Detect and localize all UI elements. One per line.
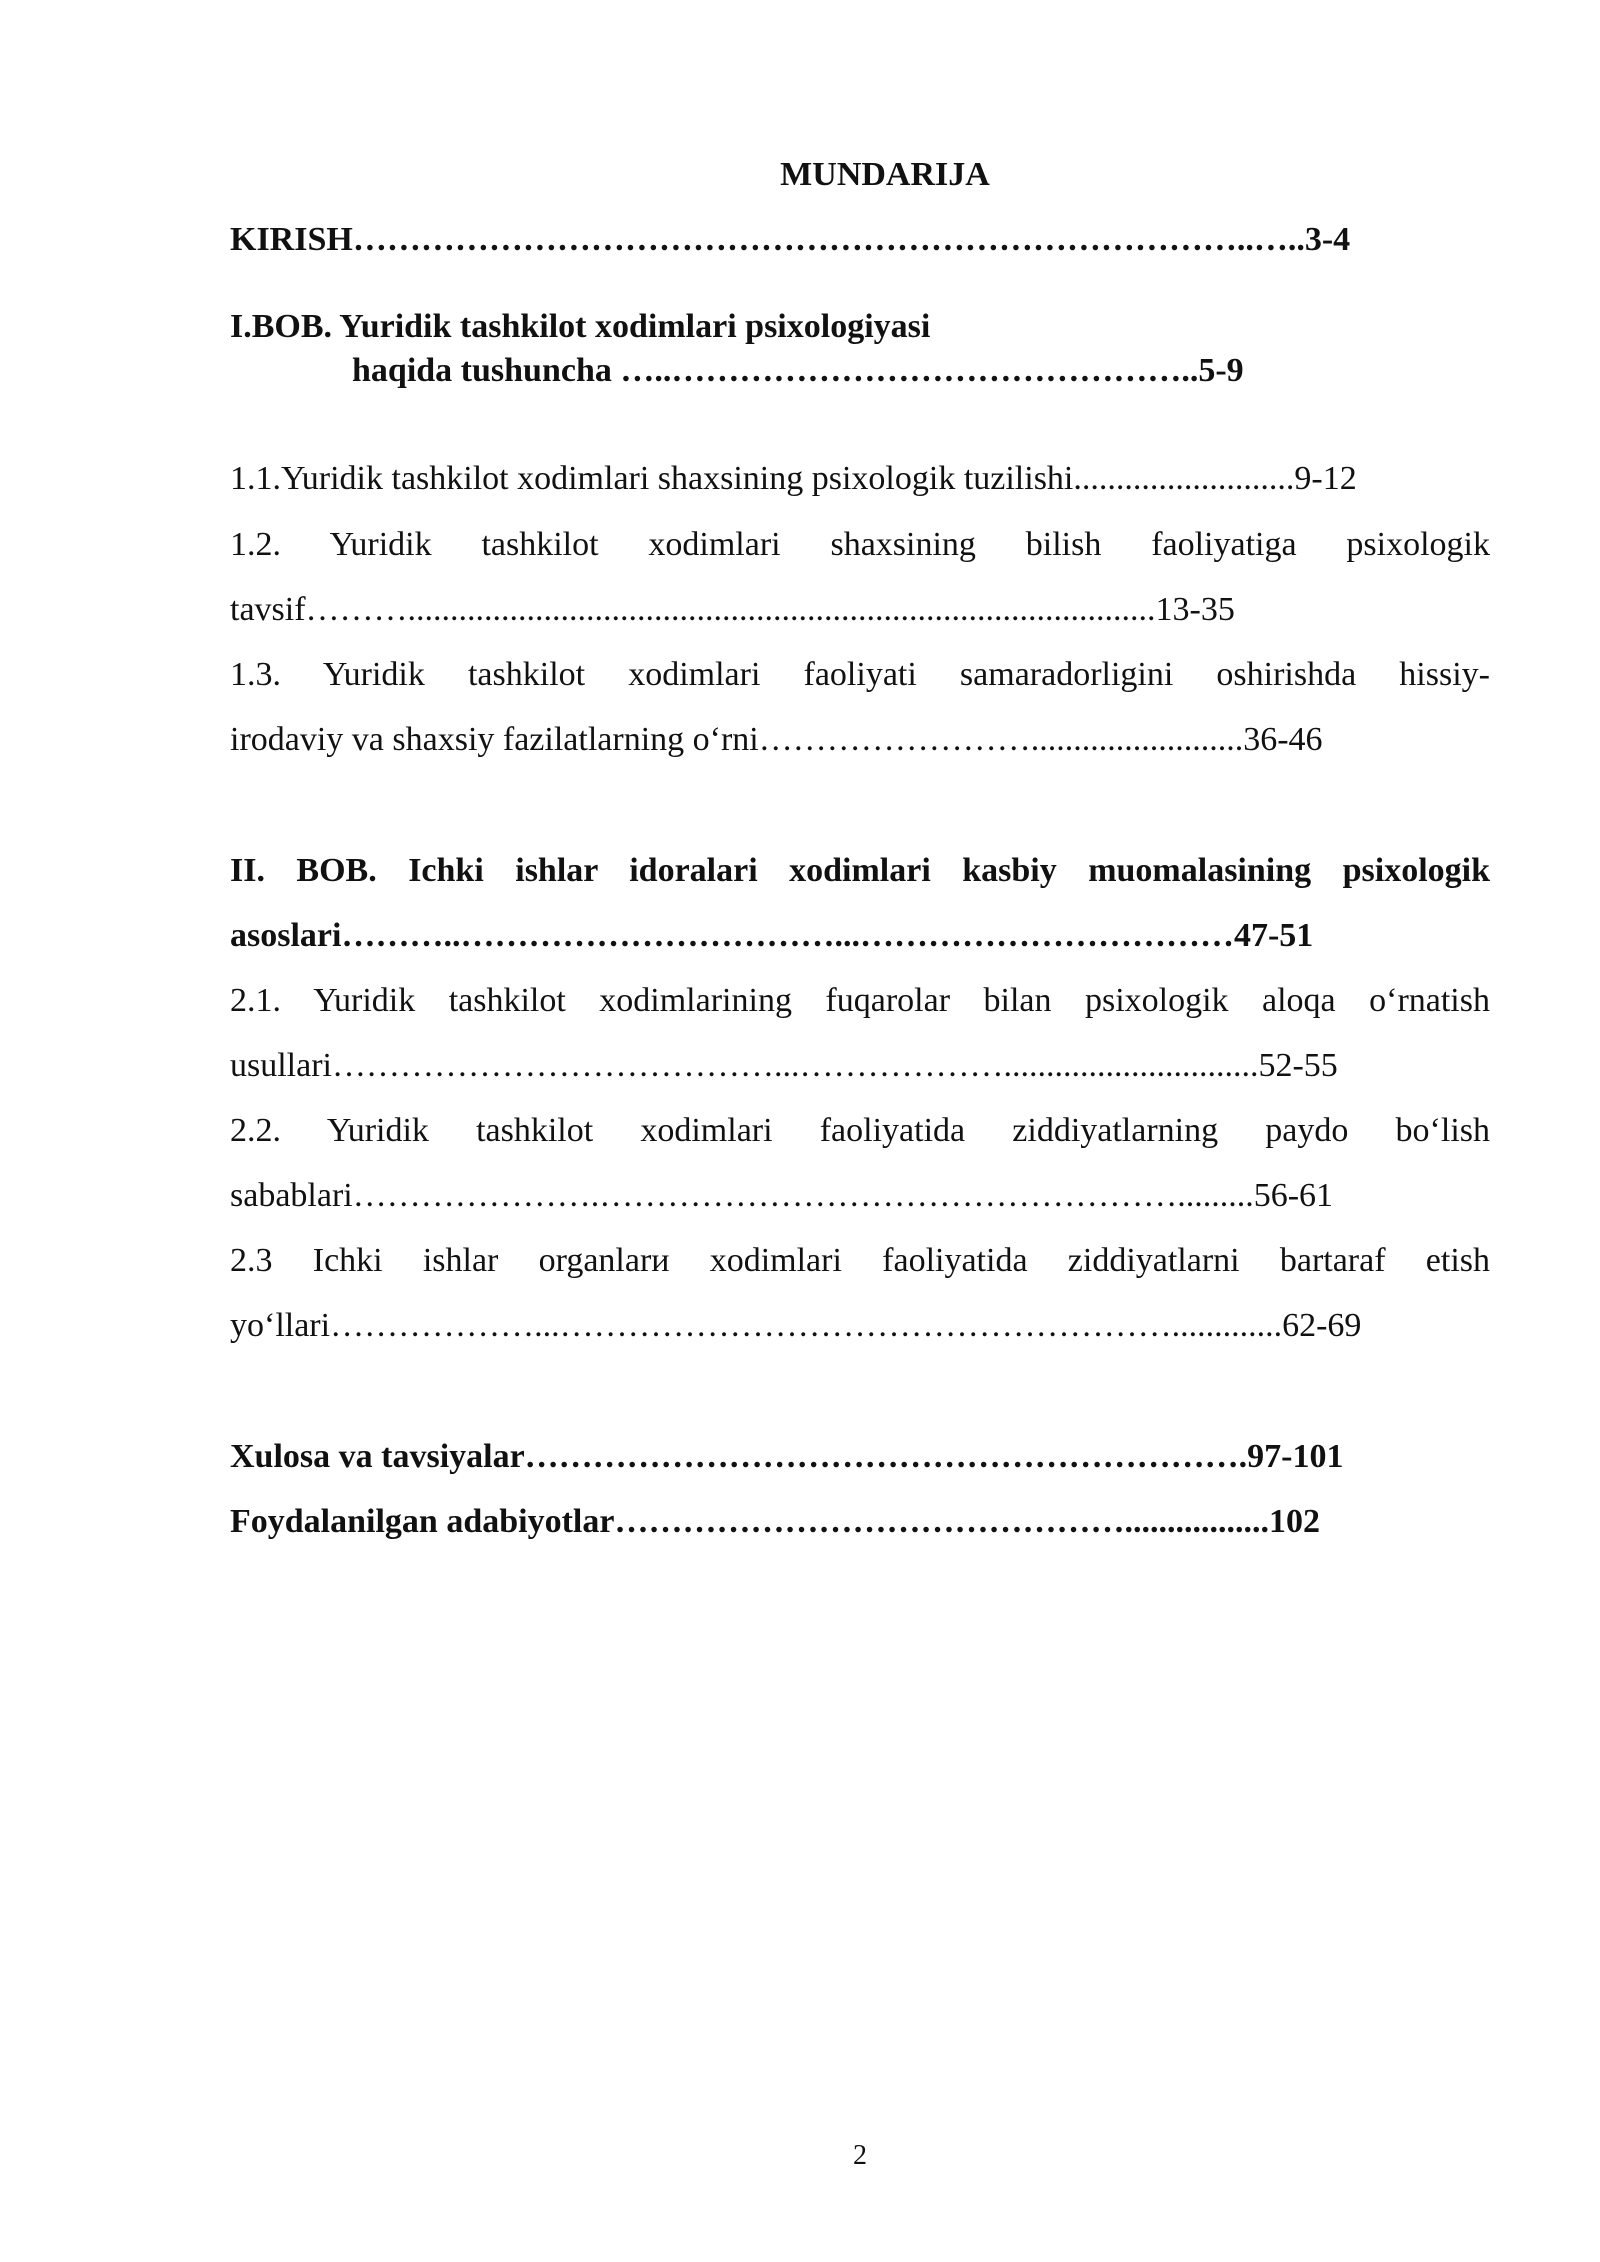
toc-entry-2-1-line1: 2.1. Yuridik tashkilot xodimlarining fuqarolar bilan psixologik aloqa o‘rnatish	[230, 982, 1490, 1019]
toc-entry-bob2-line2: asoslari………..……………………………...……………………………47-51	[230, 917, 1314, 954]
toc-entry-1-2-line1: 1.2. Yuridik tashkilot xodimlari shaxsining bilish faoliyatiga psixologik	[230, 526, 1490, 563]
toc-entry-2-1-line2: usullari…………………………………...………………..............................52-55	[230, 1047, 1338, 1084]
toc-entry-1-3-line1: 1.3. Yuridik tashkilot xodimlari faoliyati samaradorligini oshirishda hissiy-	[230, 656, 1490, 693]
toc-title: MUNDARIJA	[780, 156, 990, 193]
toc-entry-bob1-line2: haqida tushuncha …..………………………………………..5-9	[352, 352, 1244, 389]
toc-entry-2-2-line2: sabablari………………….…………………………………………….........56-61	[230, 1177, 1334, 1214]
toc-entry-adabiyotlar: Foydalanilgan adabiyotlar……………………………………….................102	[230, 1503, 1320, 1540]
toc-entry-2-3-line2: yo‘llari………………...……………………………………………….............62-69	[230, 1307, 1362, 1344]
toc-entry-bob1-line1: I.BOB. Yuridik tashkilot xodimlari psixologiyasi	[230, 308, 931, 345]
toc-entry-2-3-line1: 2.3 Ichki ishlar organlarи xodimlari faoliyatida ziddiyatlarni bartaraf etish	[230, 1242, 1490, 1279]
toc-entry-1-2-line2: tavsif………........................................................................................13-35	[230, 591, 1235, 628]
toc-entry-1-3-line2: irodaviy va shaxsiy fazilatlarning o‘rni…………………….........................36-46	[230, 721, 1323, 758]
page-number: 2	[853, 2140, 867, 2171]
toc-entry-kirish: KIRISH……………………………………………………………………..…..3-4	[230, 221, 1351, 258]
toc-entry-1-1: 1.1.Yuridik tashkilot xodimlari shaxsining psixologik tuzilishi..........................9-12	[230, 460, 1357, 497]
toc-entry-2-2-line1: 2.2. Yuridik tashkilot xodimlari faoliyatida ziddiyatlarning paydo bo‘lish	[230, 1112, 1490, 1149]
toc-entry-bob2-line1: II. BOB. Ichki ishlar idoralari xodimlari kasbiy muomalasining psixologik	[230, 852, 1490, 889]
toc-entry-xulosa: Xulosa va tavsiyalar……………………………………………………….97-101	[230, 1438, 1344, 1475]
